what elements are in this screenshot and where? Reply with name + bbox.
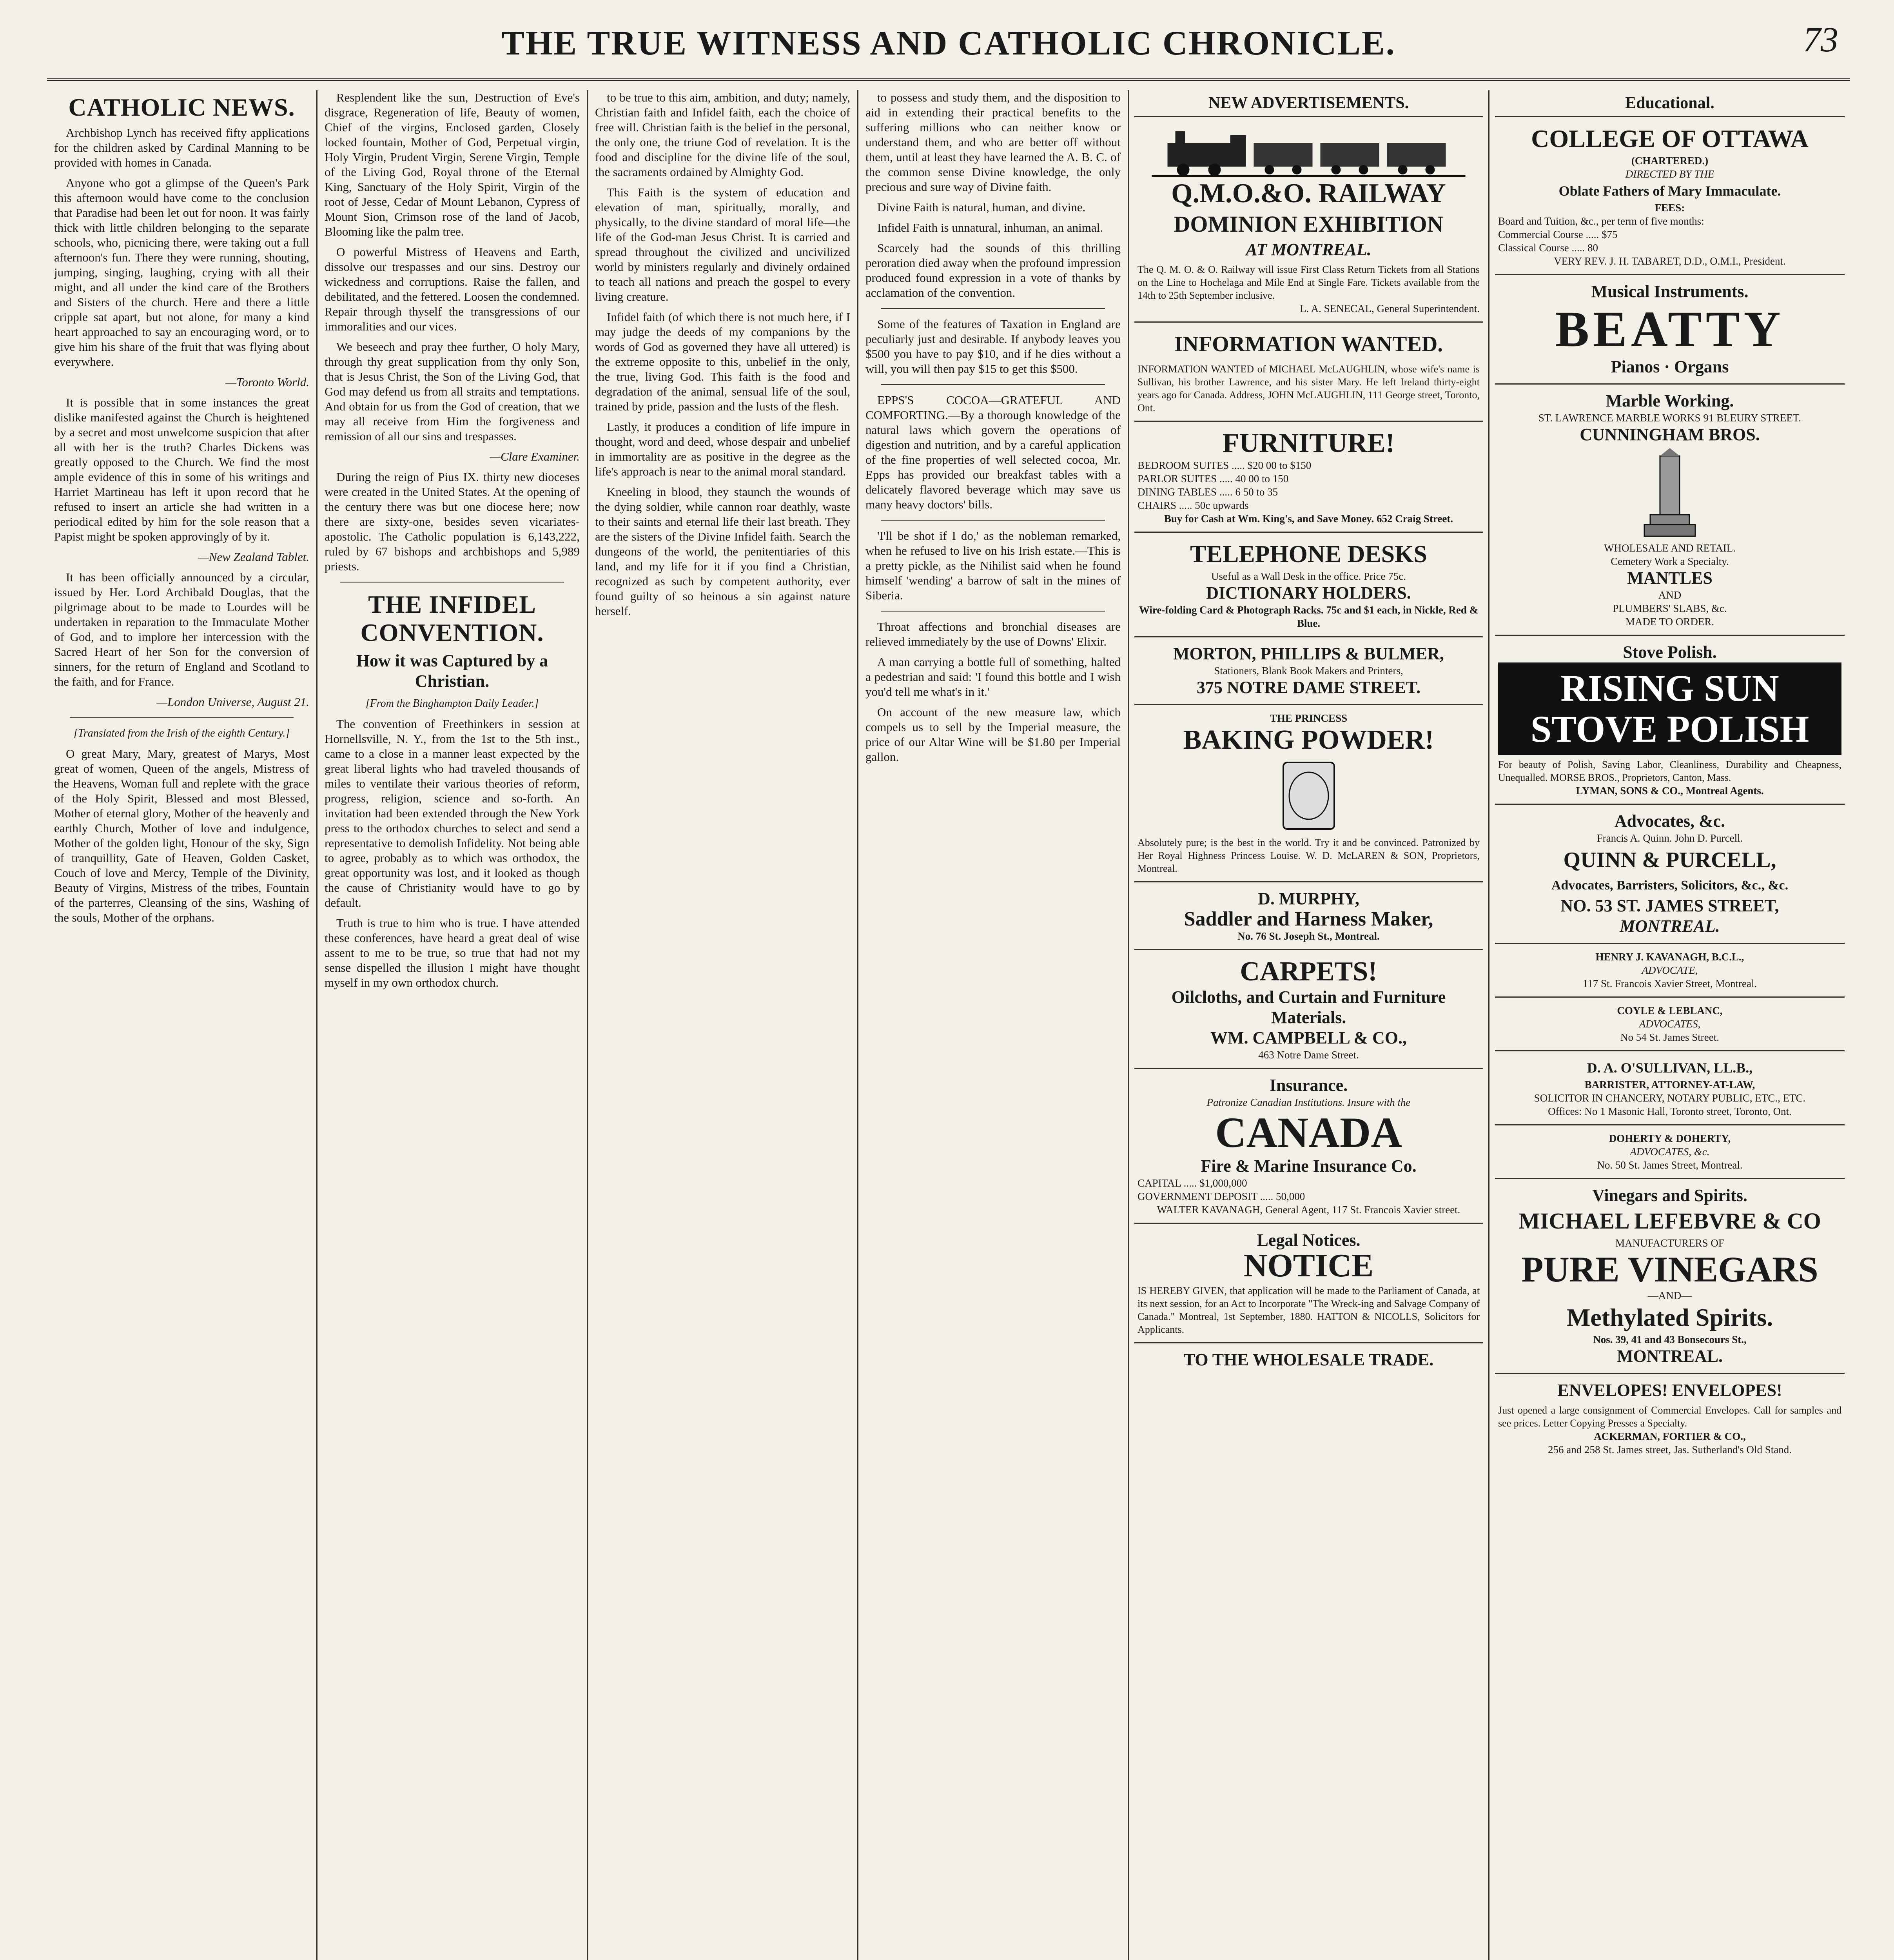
coyle-ad: [1495, 998, 1845, 1051]
stove-section: Stove Polish.: [1623, 642, 1717, 662]
marble-line: Cemetery Work a Specialty.: [1611, 555, 1729, 567]
coyle-name: COYLE & LEBLANC,: [1617, 1005, 1723, 1016]
kavanagh-ad: [1495, 944, 1845, 998]
article-paragraph: We beseech and pray thee further, O holy Mary, through thy great supplication from thy only Son, that is Jesus Christ, the Son of the Living God, that God may defend us from all straits and temptations. And obtain for us from the God of creation, that we may all receive from Him the forgiveness and remission of all our sins and trespasses.: [325, 340, 580, 443]
train-icon: [1137, 123, 1480, 178]
dictionary-holders: DICTIONARY HOLDERS.: [1206, 583, 1411, 603]
page-number: 73: [1803, 20, 1838, 59]
beatty-ad: [1495, 275, 1845, 385]
advocates-names: Francis A. Quinn. John D. Purcell.: [1596, 832, 1743, 844]
wholesale-ad: [1134, 1343, 1483, 1376]
info-body: INFORMATION WANTED of MICHAEL McLAUGHLIN, whose wife's name is Sullivan, his brother Lawrence, and his sister Mary. He left Ireland thirty-eight years ago for Canada. Address, JOHN McLAUGHLIN, 111 George street, Toronto, Ont.: [1137, 363, 1480, 414]
marble-line: AND: [1658, 589, 1682, 601]
envelopes-ad: [1495, 1374, 1845, 1463]
marble-firm: CUNNINGHAM BROS.: [1580, 425, 1760, 444]
column-2: [317, 90, 588, 1960]
insurance-capital: CAPITAL ..... $1,000,000: [1137, 1177, 1247, 1189]
furniture-note: Buy for Cash at Wm. King's, and Save Money. 652 Craig Street.: [1164, 513, 1453, 524]
college-order: Oblate Fathers of Mary Immaculate.: [1558, 183, 1781, 199]
article-paragraph: Lastly, it produces a condition of life impure in thought, word and deed, whose despair and unbelief in immortality are as positive in the degree as the life's approach is near to the animal moral standard.: [595, 420, 850, 478]
notice-body: IS HEREBY GIVEN, that application will be made to the Parliament of Canada, at its next session, for an Act to Incorporate "The Wreck-ing and Salvage Company of Canada." Montreal, 1st September, 1880. HATTON & NICOLLS, Solicitors for Applicants.: [1137, 1285, 1480, 1335]
educational-heading: Educational.: [1495, 90, 1845, 117]
article-paragraph: to possess and study them, and the disposition to aid in extending their practical benefits to the suffering millions who can neither know or understand them, and who are better off without them, until at least they have learned the A. B. C. of the common sense Divine knowledge, the only precious and sure way of Divine faith.: [865, 91, 1121, 194]
article-paragraph: It has been officially announced by a circular, issued by Her. Lord Archibald Douglas, that the pilgrimage about to be made to Lourdes will be undertaken in reparation to the Immaculate Mother of God, and to implore her intercession with the Sacred Heart of her Son for the conversion of sinners, for the return of England and Scotland to the faith, and for France.: [54, 570, 309, 688]
osullivan-address: Offices: No 1 Masonic Hall, Toronto street, Toronto, Ont.: [1548, 1105, 1792, 1117]
source-credit: —Toronto World.: [225, 375, 309, 389]
article-paragraph: Resplendent like the sun, Destruction of Eve's disgrace, Regeneration of life, Beauty of women, Chief of the virgins, Enclosed garden, Closely locked fountain, Mother of God, Perpetual virgin, Holy Virgin, Prudent Virgin, Serene Virgin, Temple of the Living God, Royal throne of the Eternal King, Sanctuary of the Holy Spirit, Virgin of the root of Jesse, Cedar of Mount Lebanon, Cypress of Mount Sion, Crimson rose of the land of Jacob, Blooming like the palm tree.: [325, 91, 580, 238]
article-paragraph: Scarcely had the sounds of this thrilling peroration died away when the profound impression produced found expression in a vote of thanks by acclamation of the convention.: [865, 241, 1121, 299]
article-paragraph: Infidel Faith is unnatural, inhuman, an animal.: [877, 221, 1103, 234]
article-paragraph: It is possible that in some instances the great dislike manifested against the Church is heightened by a secret and most unwelcome suspicion that after all with her is the truth? Charles Dickens was greatly opposed to the Church. We find the most ample evidence of this in some of his writings and Harriet Martineau has left it upon record that he refused to insert an article she had written in a periodical edited by him for the sole reason that a Papist might be spoken approvingly of by it.: [54, 396, 309, 543]
kavanagh-name: HENRY J. KAVANAGH, B.C.L.,: [1595, 951, 1744, 963]
vinegar-headline: PURE VINEGARS: [1521, 1249, 1818, 1289]
article-paragraph: 'I'll be shot if I do,' as the nobleman remarked, when he refused to live on his Irish estate.—This is a pretty pickle, as the Nihilist said when he found himself 'wending' a barrow of salt in the mines of Siberia.: [865, 529, 1121, 602]
doherty-title: ADVOCATES, &c.: [1630, 1146, 1710, 1158]
murphy-ad: [1134, 882, 1483, 950]
doherty-address: No. 50 St. James Street, Montreal.: [1597, 1159, 1743, 1171]
column-6-ads: [1489, 90, 1850, 1960]
murphy-address: No. 76 St. Joseph St., Montreal.: [1237, 930, 1380, 942]
marble-line: WHOLESALE AND RETAIL.: [1604, 542, 1736, 554]
column-4: [858, 90, 1129, 1960]
carpets-firm: WM. CAMPBELL & CO.,: [1210, 1028, 1407, 1047]
stove-body: For beauty of Polish, Saving Labor, Cleanliness, Durability and Cheapness, Unequalled. MORSE BROS., Proprietors, Canton, Mass.: [1498, 759, 1841, 783]
marble-line: MANTLES: [1627, 568, 1713, 588]
newspaper-title: THE TRUE WITNESS AND CATHOLIC CHRONICLE.: [501, 24, 1396, 62]
article-credit: [From the Binghampton Daily Leader.]: [365, 697, 539, 710]
column-1: [47, 90, 317, 1960]
carpets-sub: Oilcloths, and Curtain and Furniture Materials.: [1171, 987, 1446, 1027]
baking-powder-ad: [1134, 705, 1483, 882]
stove-firm: LYMAN, SONS & CO., Montreal Agents.: [1576, 785, 1764, 797]
college-directed: DIRECTED BY THE: [1625, 168, 1714, 180]
murphy-name: D. MURPHY,: [1258, 889, 1359, 908]
furniture-ad: [1134, 422, 1483, 533]
insurance-deposit: GOVERNMENT DEPOSIT ..... 50,000: [1137, 1191, 1305, 1202]
article-paragraph: The convention of Freethinkers in session at Hornellsville, N. Y., from the 1st to the 5th inst., came to a close in a manner least expected by the great liberal lights who had traveled thousands of miles to ventilate their various theories of reform, progress, religion, science and so-forth. An invitation had been extended through the New York press to the orthodox churches to select and send a representative to demolish Infidelity. Not being able to agree, probably as to which was orthodox, the great opportunity was lost, and it looked as though the cause of Christianity would have to go by default.: [325, 717, 580, 909]
info-headline: INFORMATION WANTED.: [1174, 332, 1443, 356]
coyle-title: ADVOCATES,: [1639, 1018, 1701, 1030]
baking-top: THE PRINCESS: [1270, 712, 1348, 724]
morton-headline: MORTON, PHILLIPS & BULMER,: [1173, 644, 1444, 663]
envelopes-headline: ENVELOPES! ENVELOPES!: [1557, 1381, 1782, 1400]
railway-body: The Q. M. O. & O. Railway will issue First Class Return Tickets from all Stations on the Line to Hochelaga and Mile End at Single Fare. Tickets available from the 14th to 25th September inclusive.: [1137, 264, 1480, 301]
infidel-convention-headline: THE INFIDEL CONVENTION.: [360, 590, 544, 646]
column-5-ads: [1129, 90, 1489, 1960]
college-headline: COLLEGE OF OTTAWA: [1531, 125, 1809, 152]
osullivan-sub: SOLICITOR IN CHANCERY, NOTARY PUBLIC, ETC., ETC.: [1534, 1092, 1806, 1104]
carpets-ad: [1134, 950, 1483, 1069]
railway-signed: L. A. SENECAL, General Superintendent.: [1300, 303, 1480, 314]
marble-line: MADE TO ORDER.: [1625, 616, 1714, 628]
insurance-sub: Fire & Marine Insurance Co.: [1201, 1156, 1417, 1176]
envelopes-firm: ACKERMAN, FORTIER & CO.,: [1594, 1430, 1746, 1442]
telephone-headline: TELEPHONE DESKS: [1190, 541, 1427, 568]
beatty-sub: Pianos · Organs: [1611, 357, 1729, 376]
marble-section: Marble Working.: [1606, 391, 1734, 410]
infidel-convention-subhead: How it was Captured by a Christian.: [356, 651, 548, 691]
osullivan-title: BARRISTER, ATTORNEY-AT-LAW,: [1584, 1079, 1755, 1091]
legal-notice-ad: [1134, 1224, 1483, 1343]
article-paragraph: Infidel faith (of which there is not much here, if I may judge the deeds of my companions by the words of God as governed they have all uttered) is the extreme opposite to this, unbelief in the only, the true, living God. This faith is the food and degradation of the animal, sensual life of the soul, trained by pride, passion and the lusts of the flesh.: [595, 310, 850, 413]
insurance-headline: CANADA: [1215, 1109, 1402, 1156]
article-paragraph: to be true to this aim, ambition, and duty; namely, Christian faith and Infidel faith, each the choice of free will. Christian faith is the belief in the personal, the only one, the triune God of revelation. It is the food and discipline for the divine life of the soul, the sacraments ordained by Almighty God.: [595, 91, 850, 179]
catholic-news-heading: CATHOLIC NEWS.: [68, 93, 295, 121]
article-paragraph: During the reign of Pius IX. thirty new dioceses were created in the United States. At the opening of the century there was but one diocese here; now there are sixty-one, besides seven vicariates-apostolic. The Catholic population is 6,143,222, ruled by 67 bishops and archbishops and 5,989 priests.: [325, 470, 580, 573]
telephone-note: Wire-folding Card & Photograph Racks. 75c and $1 each, in Nickle, Red & Blue.: [1139, 604, 1479, 629]
vinegar-and: —AND—: [1647, 1290, 1692, 1301]
insurance-agent: WALTER KAVANAGH, General Agent, 117 St. Francois Xavier street.: [1157, 1204, 1460, 1216]
quinn-purcell-ad: [1495, 805, 1845, 944]
beatty-headline: BEATTY: [1555, 301, 1785, 358]
furniture-headline: FURNITURE!: [1222, 428, 1395, 458]
methylated-spirits: Methylated Spirits.: [1566, 1303, 1773, 1331]
vinegar-sub: MANUFACTURERS OF: [1615, 1237, 1724, 1249]
article-paragraph: On account of the new measure law, which compels us to sell by the Imperial measure, the price of our Altar Wine will be $1.80 per Imperial gallon.: [865, 705, 1121, 764]
furniture-item: DINING TABLES ..... 6 50 to 35: [1137, 486, 1278, 498]
furniture-item: PARLOR SUITES ..... 40 00 to 150: [1137, 473, 1289, 485]
monument-icon: [1638, 448, 1701, 538]
information-wanted-ad: [1134, 323, 1483, 422]
vinegar-address: Nos. 39, 41 and 43 Bonsecours St.,: [1593, 1334, 1747, 1345]
envelopes-address: 256 and 258 St. James street, Jas. Sutherland's Old Stand.: [1547, 1444, 1792, 1455]
fee-item: Board and Tuition, &c., per term of five months:: [1498, 215, 1704, 227]
carpets-headline: CARPETS!: [1240, 956, 1377, 987]
masthead-rule: [47, 78, 1850, 81]
fee-item: Commercial Course ..... $75: [1498, 229, 1618, 240]
article-paragraph: Throat affections and bronchial diseases are relieved immediately by the use of Downs' Elixir.: [865, 620, 1121, 648]
advocates-city: MONTREAL.: [1620, 916, 1720, 936]
article-paragraph: Some of the features of Taxation in England are peculiarly just and desirable. If anybody leaves you $500 you have to pay $10, and if he dies without a will, you will then pay $15 to get this $500.: [865, 317, 1121, 376]
wholesale-headline: TO THE WHOLESALE TRADE.: [1183, 1350, 1434, 1369]
divider: [881, 520, 1105, 521]
stove-polish-ad: [1495, 636, 1845, 805]
osullivan-name: D. A. O'SULLIVAN, LL.B.,: [1587, 1060, 1753, 1076]
vinegar-firm: MICHAEL LEFEBVRE & CO: [1518, 1208, 1821, 1234]
column-3: [588, 90, 858, 1960]
divider: [340, 582, 564, 583]
article-paragraph: O powerful Mistress of Heavens and Earth, dissolve our trespasses and our sins. Destroy our wickedness and corruptions. Raise the fallen, and debilitated, and the fettered. Loosen the condemned. Repair through thyself the transgressions of our immoralities and our vices.: [325, 245, 580, 333]
advocates-sub: Advocates, Barristers, Solicitors, &c., &c.: [1551, 878, 1789, 893]
article-paragraph: Truth is true to him who is true. I have attended these conferences, have heard a great deal of wise assent to me to be true, so true that had not my sense dispelled the illusion I might have thought myself in my own orthodox church.: [325, 916, 580, 989]
coyle-address: No 54 St. James Street.: [1620, 1031, 1719, 1043]
fee-item: Classical Course ..... 80: [1498, 242, 1598, 254]
telephone-desks-ad: [1134, 533, 1483, 637]
baking-powder-tin-icon: [1279, 759, 1338, 833]
translation-note: [Translated from the Irish of the eighth Century.]: [73, 727, 290, 739]
insurance-section: Insurance.: [1269, 1076, 1348, 1095]
doherty-ad: [1495, 1125, 1845, 1179]
article-paragraph: Anyone who got a glimpse of the Queen's Park this afternoon would have come to the conclusion that Paradise had been let out for noon. It was fairly thick with little children belonging to the separate schools, who, picnicing there, were taking out a full afternoon's fun. There they were running, shouting, jumping, singing, laughing, crying with all their might, and all under the kind care of the Brothers and Sisters of the church. Here and there a little cripple sat apart, but not alone, for many a kind heart approached to say an encouraging word, or to give him his share of the fruit that was flying about everywhere.: [54, 176, 309, 368]
morton-sub: Stationers, Blank Book Makers and Printers,: [1214, 665, 1403, 677]
divider: [70, 717, 294, 718]
marble-address: ST. LAWRENCE MARBLE WORKS 91 BLEURY STREET.: [1538, 412, 1801, 424]
masthead: [47, 16, 1850, 74]
article-paragraph: Kneeling in blood, they staunch the wounds of the dying soldier, while cannon roar deathly, waste to their saints and eternal life their last breath. They are the sisters of the Divine Infidel faith. Search the dungeons of the world, the penitentiaries of this land, and my life for it if you find a Christian, recognized as such by competent authority, ever found guilty of so heinous a sin against nature herself.: [595, 485, 850, 618]
article-paragraph: A man carrying a bottle full of something, halted a pedestrian and said: 'I found this bottle and I wish you'd tell me what's in it.': [865, 655, 1121, 699]
article-paragraph: This Faith is the system of education and elevation of man, spiritually, morally, and physically, to the divine standard of moral life—the life of the God-man Jesus Christ. It is carried and spread throughout the civilized and uncivilized world by ministers regularly and divinely ordained to teach all nations and preach the gospel to every living creature.: [595, 185, 850, 303]
furniture-item: BEDROOM SUITES ..... $20 00 to $150: [1137, 459, 1312, 471]
vinegar-section: Vinegars and Spirits.: [1592, 1186, 1747, 1205]
telephone-body: Useful as a Wall Desk in the office. Price 75c.: [1211, 570, 1406, 582]
rising-sun-banner: [1498, 662, 1841, 755]
exhibition-headline: DOMINION EXHIBITION: [1174, 211, 1444, 237]
advocates-section: Advocates, &c.: [1614, 811, 1725, 831]
envelopes-body: Just opened a large consignment of Commercial Envelopes. Call for samples and see prices. Letter Copying Presses a Specialty.: [1498, 1405, 1841, 1429]
railway-name: Q.M.O.&O. RAILWAY: [1171, 178, 1446, 209]
kavanagh-address: 117 St. Francois Xavier Street, Montreal.: [1582, 978, 1757, 989]
new-ads-heading: NEW ADVERTISEMENTS.: [1134, 90, 1483, 117]
college-sub: (CHARTERED.): [1631, 155, 1709, 167]
railway-ad: [1134, 117, 1483, 323]
legal-section: Legal Notices.: [1257, 1230, 1361, 1250]
vinegar-city: MONTREAL.: [1616, 1347, 1723, 1366]
advocates-address: NO. 53 ST. JAMES STREET,: [1560, 896, 1779, 915]
article-paragraph: Divine Faith is natural, human, and divine.: [877, 200, 1086, 214]
college-ad: [1495, 117, 1845, 275]
insurance-ad: [1134, 1069, 1483, 1224]
rising-sun-line: RISING SUN: [1560, 667, 1779, 709]
advocates-firm: QUINN & PURCELL,: [1563, 848, 1776, 872]
source-credit: —Clare Examiner.: [490, 450, 580, 463]
article-paragraph: EPPS'S COCOA—GRATEFUL AND COMFORTING.—By a thorough knowledge of the natural laws which govern the operations of digestion and nutrition, and by a careful application of the fine properties of well selected cocoa, Mr. Epps has provided our breakfast tables with a delicately flavored beverage which may save us many heavy doctors' bills.: [865, 393, 1121, 511]
litany-paragraph: O great Mary, Mary, greatest of Marys, Most great of women, Queen of the angels, Mistress of the Heavens, Woman full and replete with the grace of the Holy Spirit, Blessed and most Blessed, Mother of eternal glory, Mother of the heavenly and earthly Church, Mother of love and indulgence, Mother of the golden light, Honour of the sky, Sign of tranquillity, Gate of Heaven, Golden Casket, Couch of love and Mercy, Temple of the Divinity, Beauty of Virgins, Mistress of the tribes, Fountain of the parterres, Cleansing of the sins, Washing of the souls, Mother of the orphans.: [54, 747, 309, 924]
article-paragraph: Archbishop Lynch has received fifty applications for the children asked by Cardinal Manning to be provided with homes in Canada.: [54, 126, 309, 169]
doherty-name: DOHERTY & DOHERTY,: [1609, 1132, 1731, 1144]
osullivan-ad: [1495, 1051, 1845, 1125]
marble-ad: [1495, 385, 1845, 636]
kavanagh-title: ADVOCATE,: [1642, 964, 1698, 976]
divider: [881, 384, 1105, 385]
divider: [881, 308, 1105, 309]
vinegar-ad: [1495, 1179, 1845, 1374]
notice-headline: NOTICE: [1243, 1247, 1374, 1284]
carpets-address: 463 Notre Dame Street.: [1258, 1049, 1359, 1061]
baking-body: Absolutely pure; is the best in the world. Try it and be convinced. Patronized by Her Royal Highness Princess Louise. W. D. McLAREN & SON, Proprietors, Montreal.: [1137, 837, 1480, 874]
murphy-headline: Saddler and Harness Maker,: [1184, 908, 1433, 930]
morton-ad: [1134, 637, 1483, 705]
divider: [881, 611, 1105, 612]
college-fees: FEES:: [1655, 202, 1685, 214]
college-sign: VERY REV. J. H. TABARET, D.D., O.M.I., President.: [1554, 255, 1786, 267]
source-credit: —London Universe, August 21.: [156, 695, 309, 709]
stove-polish-line: STOVE POLISH: [1530, 708, 1809, 750]
insurance-tag: Patronize Canadian Institutions. Insure with the: [1206, 1096, 1411, 1108]
morton-address: 375 NOTRE DAME STREET.: [1196, 678, 1421, 697]
baking-headline: BAKING POWDER!: [1183, 725, 1434, 755]
musical-section: Musical Instruments.: [1591, 282, 1749, 301]
marble-line: PLUMBERS' SLABS, &c.: [1613, 603, 1727, 614]
furniture-item: CHAIRS ..... 50c upwards: [1137, 499, 1249, 511]
columns: [47, 90, 1850, 1960]
exhibition-sub: AT MONTREAL.: [1246, 240, 1372, 259]
source-credit: —New Zealand Tablet.: [198, 550, 309, 564]
